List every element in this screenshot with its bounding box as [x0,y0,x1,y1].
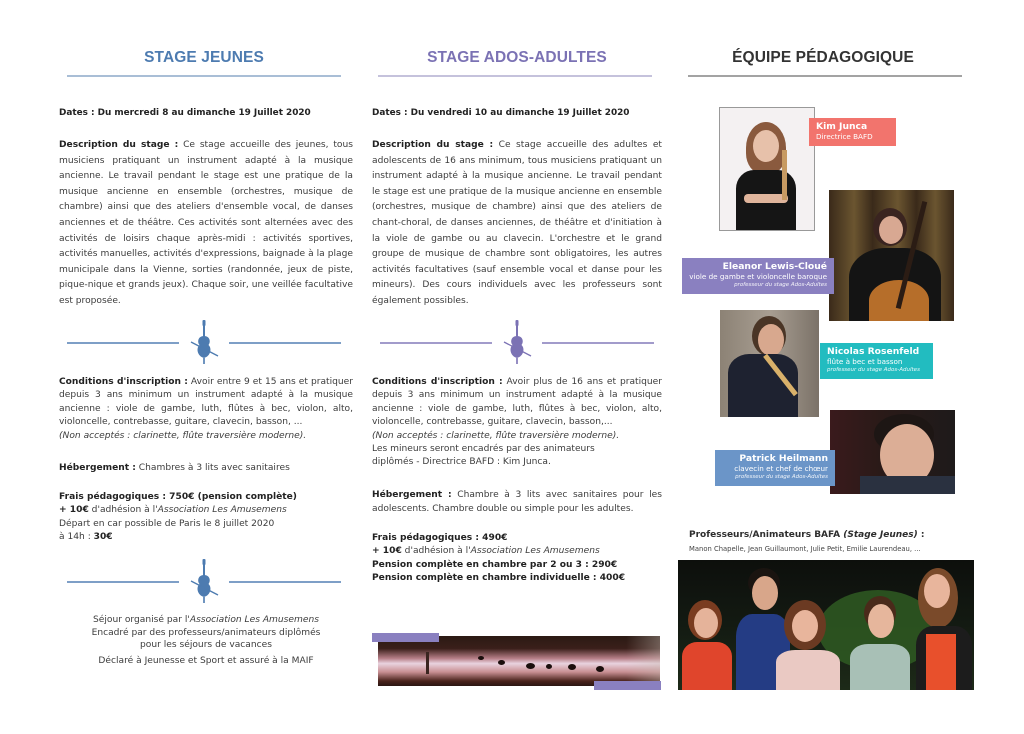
adhesion-text: d'adhésion à l' [88,505,158,516]
association-name: Association Les Amusemens [157,505,287,516]
member-note: professeur du stage Ados-Adultes [827,367,920,373]
title-rule [67,75,341,77]
kim-junca-photo [719,107,815,231]
bafa-colon: : [917,530,925,540]
hebergement-text: Chambre à 3 lits avec sanitaires pour les adolescents. Chambre double ou simple pour les adultes. [372,490,662,514]
member-name: Kim Junca [816,121,868,132]
non-acceptes: (Non acceptés : clarinette, flûte traversière moderne). [372,430,620,441]
divider-line [229,581,341,583]
member-role: clavecin et chef de chœur [734,464,828,473]
adhesion-amount: + 10€ [59,505,89,516]
stage-jeunes-description [59,138,353,310]
frais-label: Frais pédagogiques : 490€ [372,533,508,543]
footer-line-3: pour les séjours de vacances [140,640,272,650]
title-rule [378,75,652,77]
divider-line [542,342,654,344]
bafa-group-photo [678,560,974,690]
hebergement-label: Hébergement : [59,463,136,473]
member-note: professeur du stage Ados-Adultes [735,474,828,480]
hebergement-text: Chambres à 3 lits avec sanitaires [135,463,290,473]
bafa-names: Manon Chapelle, Jean Guillaumont, Julie Petit, Emilie Laurendeau, ... [689,545,921,553]
description-text: Ce stage accueille des adultes et adolescents de 16 ans minimum, tous musiciens pratiquant un instrument adapté à la musique ancienne. Le travail pendant le stage est une pratique de la musique ancienne en ensemble (orchestres, musique de chambre) ainsi que des ateliers de chant-choral, de danses anciennes, de théâtre et d'initiation à la viole de gambe ou au clavecin. L'orchestre et le grand groupe de musique de chambre sont obligatoires, les autres activités facultatives (sauf ensemble vocal et danse pour les mineurs). Des cours individuels avec les professeurs sont également possibles. [372,140,663,306]
member-name: Patrick Heilmann [739,453,828,464]
member-role: flûte à bec et basson [827,357,903,366]
footer-line-4: Déclaré à Jeunesse et Sport et assuré à la MAIF [98,655,314,666]
bafa-title [689,530,924,540]
stage-jeunes-title: STAGE JEUNES [144,49,264,66]
stage-ados-dates: Dates : Du vendredi 10 au dimanche 19 Juillet 2020 [372,108,630,118]
eleanor-lewis-cloue-photo [829,190,954,321]
stage-ados-conditions [372,376,662,470]
member-role: Directrice BAFD [816,132,873,141]
mineurs-note: Les mineurs seront encadrés par des animateurs diplômés - Directrice BAFD : Kim Junca. [372,444,595,468]
stage-jeunes-conditions [59,376,353,443]
frais-label: Frais pédagogiques : 750€ (pension complète) [59,492,297,502]
footer-line-2: Encadré par des professeurs/animateurs diplômés [91,627,321,638]
conditions-text: Avoir entre 9 et 15 ans et pratiquer depuis 3 ans minimum un instrument adapté à la musique ancienne : viole de gambe, luth, flûtes à bec, violon, alto, violoncelle, contrebasse, guitare, clavecin, basson, ... [59,377,353,428]
flute-accent-bar [594,681,661,690]
equipe-title: ÉQUIPE PÉDAGOGIQUE [732,49,914,66]
association-name: Association Les Amusemens [470,546,600,557]
cello-divider [67,318,341,368]
kim-junca-badge [809,118,896,146]
member-role: viole de gambe et violoncelle baroque [689,272,827,281]
cello-icon [185,557,223,607]
cello-divider [380,318,654,368]
divider-line [67,342,179,344]
depart-time: à 14h : [59,532,94,543]
stage-jeunes-frais [59,491,353,545]
description-label: Description du stage : [59,140,179,150]
stage-jeunes-footer [59,614,353,667]
stage-ados-title: STAGE ADOS-ADULTES [427,49,607,66]
footer-prefix: Séjour organisé par l' [93,615,190,625]
footer-association: Association Les Amusemens [189,615,319,625]
depart-price: 30€ [93,532,113,543]
hebergement-label: Hébergement : [372,490,452,500]
conditions-text: Avoir plus de 16 ans et pratiquer depuis 3 ans minimum un instrument adapté à la musique ancienne : viole de gambe, luth, flûtes à bec, violon, alto, violoncelle, contrebasse, guitare, clavecin, basson,... [372,377,662,428]
divider-line [67,581,179,583]
patrick-heilmann-badge [715,450,835,486]
depart-text: Départ en car possible de Paris le 8 juillet 2020 [59,518,275,529]
stage-ados-description [372,138,662,310]
adhesion-amount: + 10€ [372,546,402,557]
pension-double: Pension complète en chambre par 2 ou 3 : 290€ [372,559,618,570]
nicolas-rosenfeld-badge [820,343,933,379]
divider-line [380,342,492,344]
nicolas-rosenfeld-photo [720,310,819,417]
bafa-title-text: Professeurs/Animateurs BAFA [689,530,841,540]
description-text: Ce stage accueille des jeunes, tous musiciens pratiquant un instrument adapté à la musique ancienne. Le travail pendant le stage est une pratique de la musique ancienne en ensemble (orchestres, musique de chambre) ainsi que des ateliers d'ensemble vocal, de danses anciennes et de théâtre. Ces activités sont alternées avec des activités de loisirs chaque après-midi : activités sportives, activités manuelles, activités d'expressions, baignade à la plage municipale dans la Vienne, sorties (randonnée, jeux de piste, pique-nique et grands jeux). Chaque soir, une veillée facultative est proposée. [59,140,353,306]
divider-line [229,342,341,344]
eleanor-lewis-cloue-badge [682,258,834,294]
adhesion-text: d'adhésion à l' [401,546,471,557]
flute-photo [378,636,660,686]
stage-ados-frais [372,532,662,586]
footer-line-1 [59,614,353,627]
member-name: Eleanor Lewis-Cloué [722,261,827,272]
conditions-label: Conditions d'inscription : [372,377,503,387]
non-acceptes: (Non acceptés : clarinette, flûte traversière moderne). [59,430,307,441]
bafa-title-italic: (Stage Jeunes) [843,530,918,540]
pension-single: Pension complète en chambre individuelle : 400€ [372,573,626,584]
description-label: Description du stage : [372,140,494,150]
cello-icon [498,318,536,368]
flute-accent-bar [372,633,439,642]
cello-icon [185,318,223,368]
stage-ados-hebergement [372,488,662,516]
stage-jeunes-hebergement [59,461,353,477]
conditions-label: Conditions d'inscription : [59,377,188,387]
cello-divider [67,557,341,607]
member-note: professeur du stage Ados-Adultes [734,282,827,288]
title-rule [688,75,962,77]
patrick-heilmann-photo [830,410,955,494]
member-name: Nicolas Rosenfeld [827,346,920,357]
stage-jeunes-dates: Dates : Du mercredi 8 au dimanche 19 Juillet 2020 [59,108,311,118]
